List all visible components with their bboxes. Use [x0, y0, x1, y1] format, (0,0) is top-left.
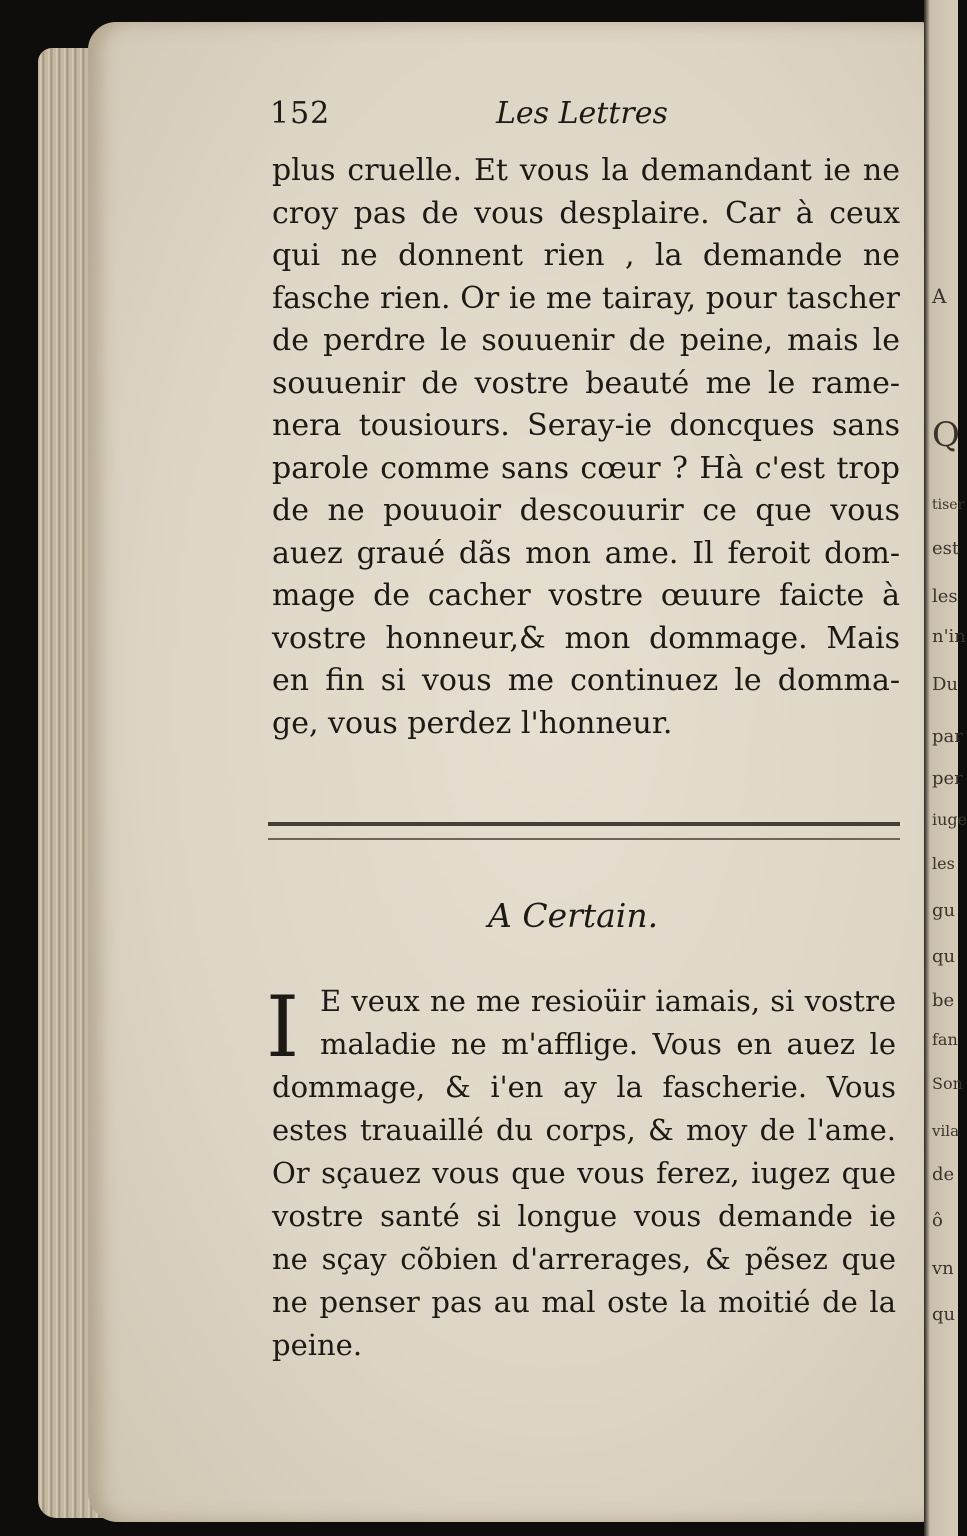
facing-fragment: qu [932, 1304, 956, 1325]
text-line: qui ne donnent rien , la demande ne [272, 238, 900, 273]
text-line: ne sçay cõbien d'arrerages, & pẽsez que [272, 1242, 896, 1276]
facing-fragment: gu [932, 900, 956, 921]
ornamental-rule [268, 822, 900, 840]
facing-fragment: de [932, 1164, 955, 1185]
facing-fragment: vila [932, 1122, 960, 1140]
letter-two-body [272, 980, 896, 1367]
text-line: plus cruelle. Et vous la demandant ie ne [272, 153, 900, 188]
text-line: peine. [272, 1328, 363, 1362]
text-line: ne penser pas au mal oste la moitié de la [272, 1285, 896, 1319]
text-line: de ne pouuoir descouurir ce que vous [272, 493, 900, 528]
drop-cap: I [266, 978, 300, 1076]
facing-fragment: n'in [932, 626, 966, 647]
text-line: auez graué dãs mon ame. Il feroit dom- [272, 535, 900, 571]
letter-heading: A Certain. [488, 896, 659, 935]
text-line: maladie ne m'afflige. Vous en auez le [320, 1027, 896, 1061]
facing-fragment: A [932, 284, 947, 308]
facing-fragment: fan [932, 1030, 958, 1049]
text-line: croy pas de vous desplaire. Car à ceux [272, 195, 900, 231]
text-line: vostre honneur,& mon dommage. Mais [272, 620, 900, 656]
letter-one-body [272, 150, 900, 745]
text-line: ge, vous perdez l'honneur. [272, 705, 673, 741]
facing-fragment: ô [932, 1210, 943, 1231]
text-line: en fin si vous me continuez le domma- [272, 663, 900, 698]
facing-fragment: les [932, 854, 955, 873]
text-line: vostre santé si longue vous demande ie [272, 1199, 896, 1233]
facing-fragment: Son [932, 1074, 963, 1093]
facing-fragment: qu [932, 946, 956, 967]
facing-fragment: tiser [932, 497, 965, 513]
running-head [270, 96, 670, 140]
facing-fragment: vn [932, 1258, 954, 1279]
facing-fragment: be [932, 990, 955, 1011]
facing-fragment: Q [932, 415, 960, 455]
facing-fragment: Du [932, 674, 959, 695]
facing-fragment: per [932, 768, 963, 789]
text-line: nera tousiours. Seray-ie doncques sans [272, 408, 900, 443]
text-line: E veux ne me resioüir iamais, si vostre [320, 984, 896, 1018]
text-line: de perdre le souuenir de peine, mais le [272, 323, 900, 358]
text-line: parole comme sans cœur ? Hà c'est trop [272, 450, 900, 486]
running-title: Les Lettres [496, 96, 668, 131]
text-line: dommage, & i'en ay la fascherie. Vous [272, 1070, 896, 1104]
text-line: fasche rien. Or ie me tairay, pour tascher [272, 280, 900, 316]
text-line: souuenir de vostre beauté me le rame- [272, 365, 900, 401]
page-number: 152 [270, 96, 331, 131]
text-line: estes trauaillé du corps, & moy de l'ame. [272, 1113, 896, 1147]
facing-fragment: iuge [932, 810, 967, 829]
text-line: Or sçauez vous que vous ferez, iugez que [272, 1156, 896, 1190]
facing-fragment: est [932, 538, 960, 559]
text-line: mage de cacher vostre œuure faicte à [272, 578, 900, 613]
facing-fragment: par [932, 726, 963, 747]
facing-fragment: les [932, 586, 958, 607]
